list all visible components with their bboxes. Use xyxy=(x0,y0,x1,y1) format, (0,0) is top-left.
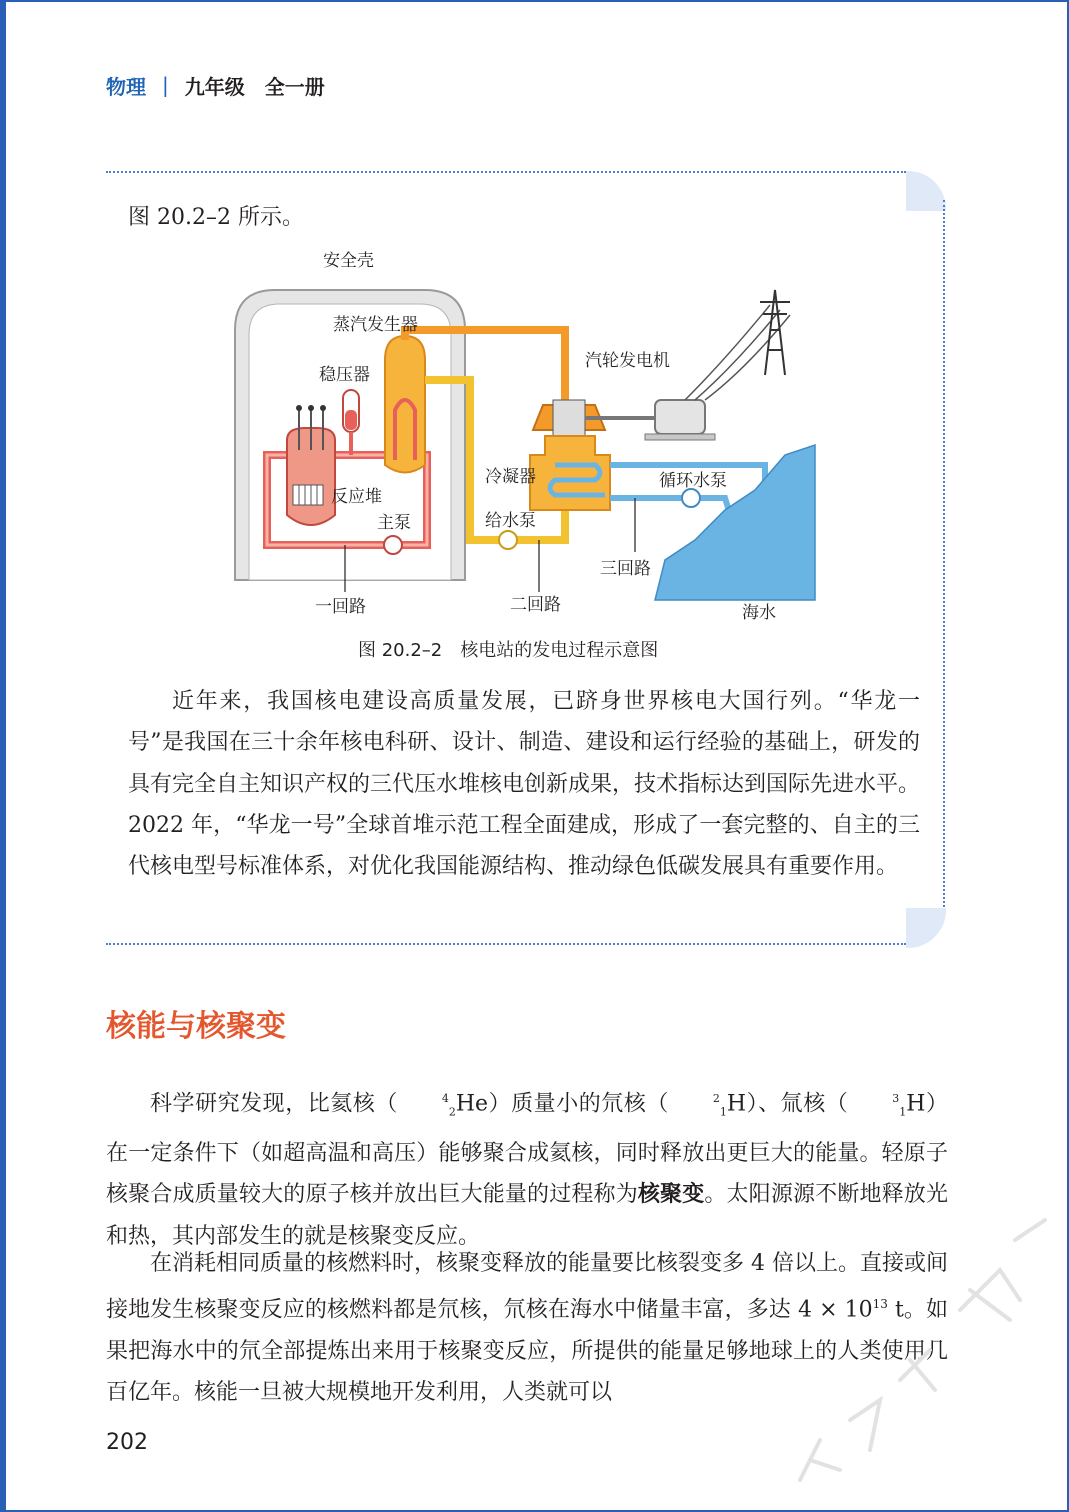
text-run: ）在一定条件下（如超高温和高压）能够聚合成氦核，同时释放出更巨大的能量。轻原子核聚合成质量较大的原子核并放出巨大能量的过程称为 xyxy=(106,1091,948,1208)
circulating-pump xyxy=(682,489,700,507)
main-pump xyxy=(384,536,402,554)
text-run: 科学研究发现，比氦核（ xyxy=(150,1091,398,1117)
generator xyxy=(645,400,715,440)
header-subject: 物理 xyxy=(106,74,146,99)
publisher-watermark xyxy=(760,1200,1060,1500)
text-run: 。太阳源源不断地释放光和热，其内部发生的就是核聚变反应。 xyxy=(106,1182,948,1249)
box-top-border xyxy=(106,171,906,173)
mass-number: 4 xyxy=(441,1092,449,1105)
caption-text: 核电站的发电过程示意图 xyxy=(460,640,659,661)
isotope-deuterium xyxy=(669,1078,746,1133)
header-grade: 九年级 全一册 xyxy=(184,74,325,99)
text-run: t。如果把海水中的氘全部提炼出来用于核聚变反应，所提供的能量足够地球上的人类使用几百亿年。核能一旦被大规模地开发利用，人类就可以 xyxy=(106,1297,948,1406)
label-loop3: 三回路 xyxy=(600,559,651,579)
section-title: 核能与核聚变 xyxy=(106,1009,286,1044)
label-loop1: 一回路 xyxy=(315,597,366,617)
mass-number: 3 xyxy=(892,1092,900,1105)
box-bottom-border xyxy=(106,943,906,945)
caption-number: 图 20.2–2 xyxy=(358,640,443,661)
element-symbol: H xyxy=(726,1091,747,1117)
element-symbol: H xyxy=(906,1091,926,1117)
figure-caption xyxy=(358,636,658,662)
label-seawater: 海水 xyxy=(742,603,776,623)
charge-number: 1 xyxy=(899,1105,907,1119)
charge-number: 1 xyxy=(719,1105,727,1119)
text-run: 在消耗相同质量的核燃料时，核聚变释放的能量要比核裂变多 4 倍以上。直接或间接地发生核聚变反应的核燃料都是氘核，氘核在海水中储量丰富，多达 4 × 10 xyxy=(106,1251,948,1323)
text-run: ）质量小的氘核（ xyxy=(488,1091,669,1117)
steam-generator xyxy=(385,336,425,473)
label-loop2: 二回路 xyxy=(510,595,561,615)
box-corner-top-right xyxy=(906,171,946,211)
label-feed-pump: 给水泵 xyxy=(485,511,536,531)
element-symbol: He xyxy=(455,1091,489,1117)
label-turbine-generator: 汽轮发电机 xyxy=(585,351,670,371)
label-main-pump: 主泵 xyxy=(377,513,411,533)
nuclear-plant-diagram xyxy=(225,240,845,630)
header-separator: | xyxy=(162,73,169,97)
turbine xyxy=(533,400,655,436)
condenser xyxy=(530,436,610,510)
isotope-helium xyxy=(398,1078,488,1133)
charge-number: 2 xyxy=(448,1105,456,1119)
page-frame-top xyxy=(0,0,1069,2)
page-frame-left xyxy=(0,0,6,1512)
label-containment: 安全壳 xyxy=(323,251,374,271)
running-header xyxy=(106,70,325,100)
box-corner-bottom-right xyxy=(906,908,946,948)
label-pressurizer: 稳压器 xyxy=(319,365,370,385)
text-run: ）、氚核（ xyxy=(746,1091,849,1117)
box-paragraph: 近年来，我国核电建设高质量发展，已跻身世界核电大国行列。“华龙一号”是我国在三十余年核电科研、设计、制造、建设和运行经验的基础上，研发的具有完全自主知识产权的三代压水堆核电创新成果，技术指标达到国际先进水平。2022 年，“华龙一号”全球首堆示范工程全面建成，形成了一套完整的、自主的三代核电型号标准体系，对优化我国能源结构、推动绿色低碳发展具有重要作用。 xyxy=(128,689,921,880)
figure-reference: 图 20.2–2 所示。 xyxy=(128,205,304,230)
seawater xyxy=(655,445,815,600)
label-reactor: 反应堆 xyxy=(331,487,382,507)
feed-pump xyxy=(499,531,517,549)
isotope-tritium xyxy=(848,1078,925,1133)
power-line xyxy=(705,315,790,400)
label-condenser: 冷凝器 xyxy=(485,467,536,487)
mass-number: 2 xyxy=(712,1092,720,1105)
label-steam-generator: 蒸汽发生器 xyxy=(333,315,418,335)
exponent: 13 xyxy=(872,1297,888,1312)
box-right-border xyxy=(943,200,945,915)
term-fusion: 核聚变 xyxy=(637,1181,705,1208)
label-circulating-pump: 循环水泵 xyxy=(659,471,727,491)
page-number: 202 xyxy=(106,1430,148,1455)
